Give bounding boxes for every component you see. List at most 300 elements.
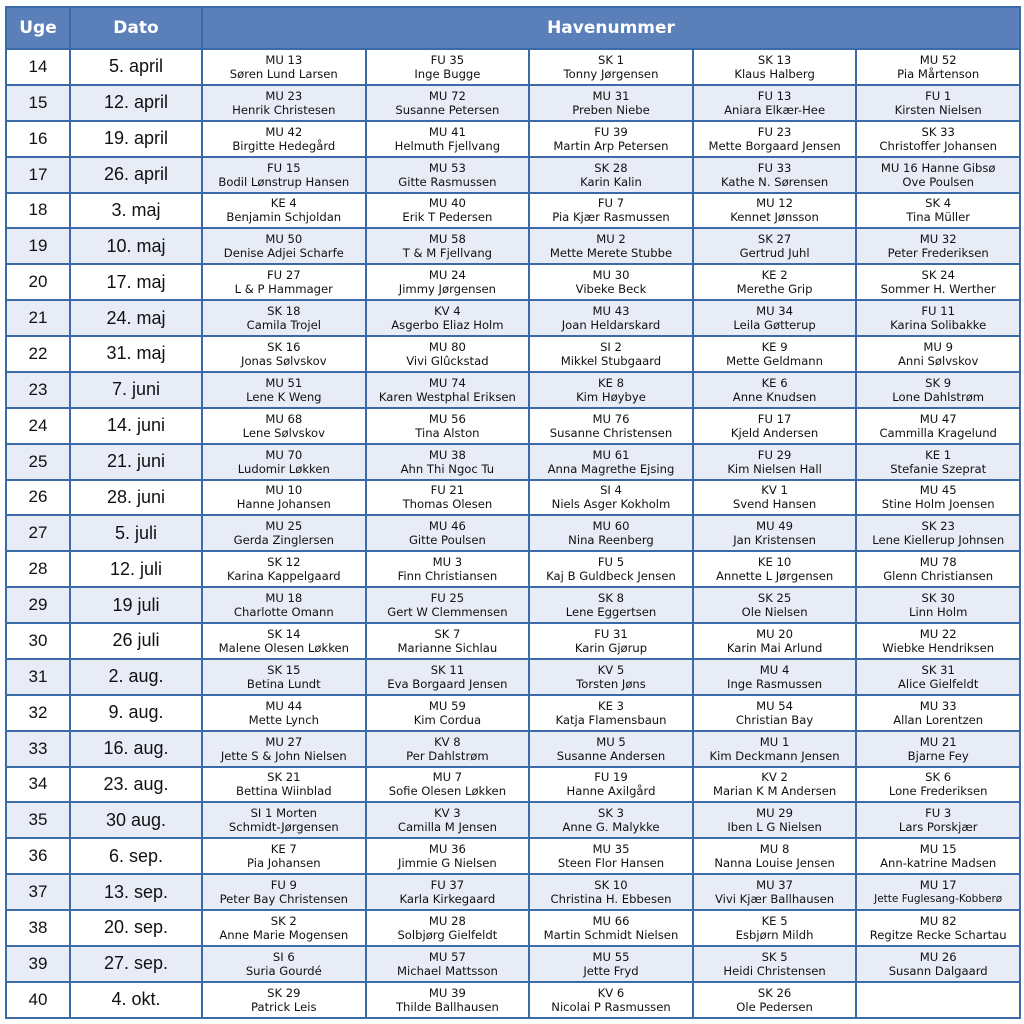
garden-assignment-cell [202,874,366,910]
assignee-name: Camila Trojel [246,318,321,333]
assignee-name: Sommer H. Werther [880,282,996,297]
garden-number: SK 13 [757,52,792,67]
garden-number: KE 2 [761,268,788,283]
garden-number: MU 15 [919,842,957,857]
assignee-name: Henrik Christesen [232,102,336,117]
week-number: 21 [6,300,70,336]
assignee-name: Stefanie Szeprat [890,461,987,476]
garden-assignment-cell [693,372,857,408]
assignee-name: Joan Heldarskard [561,318,661,333]
table-row [6,838,1020,874]
assignee-name: Eva Borgaard Jensen [387,676,508,691]
garden-number: MU 24 [428,268,466,283]
garden-number: MU 7 [432,770,463,785]
garden-assignment-cell [202,372,366,408]
garden-assignment-cell [693,838,857,874]
garden-number: FU 31 [594,626,628,641]
assignee-name: Jette Fuglesang-Kobberø [874,893,1003,906]
garden-number: KV 6 [597,985,625,1000]
garden-assignment-cell [856,695,1020,731]
garden-number: MU 30 [592,268,630,283]
garden-assignment-cell [529,480,693,516]
garden-assignment-cell [366,480,530,516]
garden-assignment-cell [529,838,693,874]
garden-number: MU 29 [756,806,794,821]
garden-assignment-cell [366,659,530,695]
table-row [6,336,1020,372]
garden-number: MU 26 [919,949,957,964]
assignee-name: Suria Gourdé [245,963,322,978]
garden-assignment-cell [366,300,530,336]
garden-assignment-cell [693,802,857,838]
assignee-name: Peter Bay Christensen [219,892,349,907]
garden-assignment-cell [856,157,1020,193]
assignee-name: Malene Olesen Løkken [218,640,349,655]
week-number: 27 [6,515,70,551]
garden-schedule-table [5,6,1021,1019]
week-number: 38 [6,910,70,946]
garden-number: FU 35 [430,52,465,67]
garden-assignment-cell [366,228,530,264]
garden-number: KV 4 [434,304,461,319]
garden-number: MU 44 [265,698,303,713]
garden-number: SK 5 [761,949,788,964]
garden-number: MU 66 [592,913,630,928]
week-number: 34 [6,767,70,803]
garden-number: MU 17 [919,878,957,893]
assignee-name: Lene Eggertsen [565,605,657,620]
garden-number: SK 6 [925,770,952,785]
garden-number: MU 35 [592,842,630,857]
date: 12. juli [70,551,202,587]
table-row [6,982,1020,1018]
garden-assignment-cell [366,767,530,803]
week-number: 18 [6,193,70,229]
assignee-name: Inge Rasmussen [727,676,823,691]
garden-number: MU 50 [265,232,303,247]
garden-number: MU 59 [428,698,466,713]
garden-assignment-cell [693,264,857,300]
assignee-name: Mikkel Stubgaard [560,353,662,368]
garden-assignment-cell [856,336,1020,372]
garden-assignment-cell [693,85,857,121]
garden-assignment-cell [366,910,530,946]
garden-number: FU 33 [757,160,792,175]
garden-assignment-cell [529,49,693,85]
table-row [6,157,1020,193]
garden-number: MU 2 [596,232,626,247]
garden-number: MU 12 [756,196,794,211]
assignee-name: Søren Lund Larsen [229,66,338,81]
assignee-name: Jette S & John Nielsen [220,748,347,763]
assignee-name: Thomas Olesen [402,497,493,512]
garden-assignment-cell [529,874,693,910]
garden-assignment-cell [529,767,693,803]
garden-assignment-cell [366,587,530,623]
garden-number: MU 37 [756,878,794,893]
garden-number: SK 21 [267,770,301,785]
garden-number: MU 68 [265,411,303,426]
date: 30 aug. [70,802,202,838]
garden-number: SK 26 [757,985,792,1000]
assignee-name: Birgitte Hedegård [232,138,336,153]
assignee-name: Charlotte Omann [233,605,334,620]
assignee-name: Niels Asger Kokholm [551,497,671,512]
assignee-name: Lone Frederiksen [888,784,988,799]
assignee-name: Sofie Olesen Løkken [388,784,507,799]
table-row [6,587,1020,623]
week-number: 22 [6,336,70,372]
assignee-name: Camilla M Jensen [397,820,497,835]
assignee-name: Karin Mai Arlund [726,640,823,655]
garden-number: SK 11 [430,662,465,677]
garden-assignment-cell [693,767,857,803]
garden-assignment-cell [202,300,366,336]
assignee-name: Stine Holm Joensen [881,497,995,512]
assignee-name: Inge Bugge [414,66,481,81]
header-row [6,7,1020,49]
date: 12. april [70,85,202,121]
garden-assignment-cell [856,587,1020,623]
garden-number: MU 36 [428,842,466,857]
assignee-name: Jimmie G Nielsen [398,856,497,871]
assignee-name: Lene Kiellerup Johnsen [872,533,1005,548]
garden-assignment-cell [202,587,366,623]
garden-number: MU 31 [592,88,630,103]
table-row [6,264,1020,300]
assignee-name: Anna Magrethe Ejsing [547,461,675,476]
date: 10. maj [70,228,202,264]
garden-number: MU 1 [759,734,790,749]
garden-number: MU 34 [756,304,794,319]
garden-assignment-cell [693,946,857,982]
week-number: 24 [6,408,70,444]
week-number: 16 [6,121,70,157]
garden-number: SK 24 [921,268,955,283]
table-row [6,623,1020,659]
garden-number: KE 1 [925,447,952,462]
assignee-name: Hanne Axilgård [566,784,656,799]
assignee-name: Karina Kappelgaard [226,569,341,584]
assignee-name: Lone Dahlstrøm [892,389,985,404]
garden-number: MU 5 [596,734,626,749]
date: 31. maj [70,336,202,372]
assignee-name: Gertrud Juhl [739,246,810,261]
assignee-name: Ole Nielsen [741,605,808,620]
header-dato: Dato [70,7,202,49]
assignee-name: Gitte Poulsen [408,533,486,548]
assignee-name: L & P Hammager [234,282,333,297]
garden-number: MU 70 [265,447,303,462]
assignee-name: Bjarne Fey [907,748,969,763]
assignee-name: Mette Geldmann [726,353,823,368]
garden-number: MU 54 [756,698,794,713]
table-row [6,731,1020,767]
date: 21. juni [70,444,202,480]
garden-number: KV 8 [434,734,461,749]
garden-assignment-cell [529,587,693,623]
garden-assignment-cell [366,802,530,838]
week-number: 14 [6,49,70,85]
garden-number: MU 43 [592,304,630,319]
table-row [6,444,1020,480]
garden-assignment-cell [856,767,1020,803]
table-row [6,695,1020,731]
garden-number: MU 8 [759,842,790,857]
assignee-name: Denise Adjei Scharfe [223,246,344,261]
garden-number: FU 25 [430,591,465,606]
garden-assignment-cell [202,85,366,121]
garden-assignment-cell [529,408,693,444]
week-number: 40 [6,982,70,1018]
assignee-name: Vivi Kjær Ballhausen [715,892,835,907]
garden-assignment-cell [856,228,1020,264]
garden-number: SK 25 [757,591,792,606]
week-number: 32 [6,695,70,731]
table-row [6,551,1020,587]
week-number: 25 [6,444,70,480]
week-number: 28 [6,551,70,587]
garden-number: MU 33 [919,698,957,713]
garden-number: MU 61 [592,447,630,462]
garden-assignment-cell [366,982,530,1018]
garden-number: FU 27 [267,268,301,283]
garden-number: MU 55 [592,949,630,964]
assignee-name: Schmidt-Jørgensen [228,820,339,835]
garden-number: SK 23 [921,519,955,534]
assignee-name: Karin Gjørup [574,640,648,655]
assignee-name: Thilde Ballhausen [395,999,499,1014]
assignee-name: Mette Lynch [248,712,319,727]
garden-number: SK 15 [267,662,301,677]
garden-number: MU 78 [919,555,957,570]
garden-number: MU 45 [919,483,957,498]
assignee-name: Wiebke Hendriksen [882,640,995,655]
table-row [6,193,1020,229]
garden-assignment-cell [693,731,857,767]
table-row [6,910,1020,946]
garden-assignment-cell [693,121,857,157]
garden-assignment-cell [202,982,366,1018]
assignee-name: Vibeke Beck [575,282,647,297]
week-number: 15 [6,85,70,121]
garden-assignment-cell [202,802,366,838]
garden-assignment-cell [366,623,530,659]
assignee-name: Cammilla Kragelund [879,425,997,440]
garden-assignment-cell [693,49,857,85]
garden-assignment-cell [366,838,530,874]
assignee-name: T & M Fjellvang [402,246,493,261]
garden-assignment-cell [529,121,693,157]
assignee-name: Tina Müller [906,210,971,225]
assignee-name: Lene Sølvskov [242,425,325,440]
date: 5. april [70,49,202,85]
garden-number: FU 13 [757,88,792,103]
garden-number: MU 27 [265,734,303,749]
garden-assignment-cell [856,802,1020,838]
assignee-name: Kaj B Guldbeck Jensen [546,569,676,584]
garden-assignment-cell [366,121,530,157]
garden-assignment-cell [202,838,366,874]
week-number: 20 [6,264,70,300]
table-row [6,372,1020,408]
assignee-name: Katja Flamensbaun [555,712,667,727]
garden-assignment-cell [693,587,857,623]
schedule-body [6,49,1020,1018]
table-row [6,85,1020,121]
assignee-name: Asgerbo Eliaz Holm [391,318,504,333]
week-number: 26 [6,480,70,516]
garden-number: KV 2 [761,770,788,785]
garden-number: SK 31 [921,662,955,677]
garden-assignment-cell [529,515,693,551]
garden-number: MU 80 [428,339,466,354]
garden-number: FU 7 [597,196,625,211]
assignee-name: Iben L G Nielsen [727,820,822,835]
date: 26 juli [70,623,202,659]
garden-number: FU 3 [925,806,952,821]
garden-assignment-cell [529,623,693,659]
assignee-name: Jimmy Jørgensen [398,282,496,297]
assignee-name: Susanne Christensen [549,425,673,440]
garden-assignment-cell [693,551,857,587]
date: 23. aug. [70,767,202,803]
garden-number: SK 16 [267,339,301,354]
assignee-name: Anne G. Malykke [562,820,660,835]
garden-number: MU 42 [265,124,303,139]
assignee-name: Susanne Andersen [556,748,666,763]
week-number: 23 [6,372,70,408]
assignee-name: Jonas Sølvskov [241,353,327,368]
assignee-name: Alice Gielfeldt [897,676,979,691]
week-number: 35 [6,802,70,838]
assignee-name: Kim Deckmann Jensen [709,748,840,763]
table-row [6,408,1020,444]
garden-number: KV 5 [597,662,625,677]
assignee-name: Peter Frederiksen [887,246,989,261]
assignee-name: Solbjørg Gielfeldt [397,927,498,942]
garden-number: SK 2 [270,913,297,928]
garden-number: FU 19 [594,770,628,785]
garden-assignment-cell [693,300,857,336]
garden-number: SK 27 [757,232,792,247]
garden-number: MU 13 [265,52,303,67]
week-number: 19 [6,228,70,264]
garden-assignment-cell [856,121,1020,157]
garden-assignment-cell [366,874,530,910]
date: 19. april [70,121,202,157]
garden-assignment-cell [856,874,1020,910]
assignee-name: Benjamin Schjoldan [226,210,342,225]
garden-assignment-cell [693,193,857,229]
date: 13. sep. [70,874,202,910]
garden-assignment-cell [529,228,693,264]
garden-number: FU 39 [594,124,628,139]
assignee-name: Susann Dalgaard [888,963,988,978]
garden-assignment-cell [202,659,366,695]
garden-number: SK 18 [267,304,301,319]
assignee-name: Gitte Rasmussen [398,174,497,189]
garden-assignment-cell [366,336,530,372]
assignee-name: Ahn Thi Ngoc Tu [400,461,495,476]
date: 26. april [70,157,202,193]
garden-assignment-cell [529,444,693,480]
garden-number: SK 10 [594,878,628,893]
garden-assignment-cell [856,444,1020,480]
garden-assignment-cell [856,49,1020,85]
garden-assignment-cell [693,874,857,910]
assignee-name: Hanne Johansen [236,497,331,512]
garden-assignment-cell [366,85,530,121]
assignee-name: Annette L Jørgensen [715,569,834,584]
garden-assignment-cell [202,444,366,480]
assignee-name: Nicolai P Rasmussen [551,999,671,1014]
date: 14. juni [70,408,202,444]
garden-assignment-cell [856,838,1020,874]
garden-number: SK 8 [597,591,624,606]
assignee-name: Anni Sølvskov [897,353,979,368]
garden-assignment-cell [366,515,530,551]
garden-assignment-cell [856,264,1020,300]
garden-assignment-cell [529,982,693,1018]
garden-number: FU 15 [267,160,301,175]
assignee-name: Jan Kristensen [733,533,816,548]
garden-assignment-cell [693,444,857,480]
assignee-name: Erik T Pedersen [402,210,493,225]
assignee-name: Klaus Halberg [734,66,815,81]
garden-assignment-cell [202,946,366,982]
date: 24. maj [70,300,202,336]
assignee-name: Kim Høybye [576,389,646,404]
assignee-name: Karen Westphal Eriksen [378,389,516,404]
assignee-name: Ove Poulsen [902,174,974,189]
date: 19 juli [70,587,202,623]
garden-number: MU 76 [592,411,630,426]
assignee-name: Ole Pedersen [736,999,813,1014]
week-number: 39 [6,946,70,982]
table-row [6,946,1020,982]
assignee-name: Lene K Weng [246,389,322,404]
garden-number: MU 28 [428,913,466,928]
garden-assignment-cell [856,946,1020,982]
garden-number: KE 5 [761,913,788,928]
garden-assignment-cell [856,910,1020,946]
garden-assignment-cell [202,623,366,659]
garden-assignment-cell [366,264,530,300]
garden-number: MU 49 [756,519,794,534]
garden-number: MU 39 [428,985,466,1000]
garden-assignment-cell [366,193,530,229]
garden-number: SI 6 [272,949,295,964]
assignee-name: Heidi Christensen [723,963,826,978]
garden-number: MU 38 [428,447,466,462]
date: 9. aug. [70,695,202,731]
garden-assignment-cell [366,408,530,444]
garden-number: SI 2 [600,339,622,354]
garden-assignment-cell [366,695,530,731]
assignee-name: Regitze Recke Schartau [869,927,1007,942]
garden-assignment-cell [202,515,366,551]
garden-assignment-cell [693,623,857,659]
garden-assignment-cell [856,551,1020,587]
garden-assignment-cell [202,767,366,803]
assignee-name: Leila Gøtterup [733,318,816,333]
garden-number: KE 4 [270,196,297,211]
assignee-name: Nina Reenberg [568,533,654,548]
garden-number: MU 21 [919,734,957,749]
garden-assignment-cell [693,695,857,731]
table-row [6,300,1020,336]
